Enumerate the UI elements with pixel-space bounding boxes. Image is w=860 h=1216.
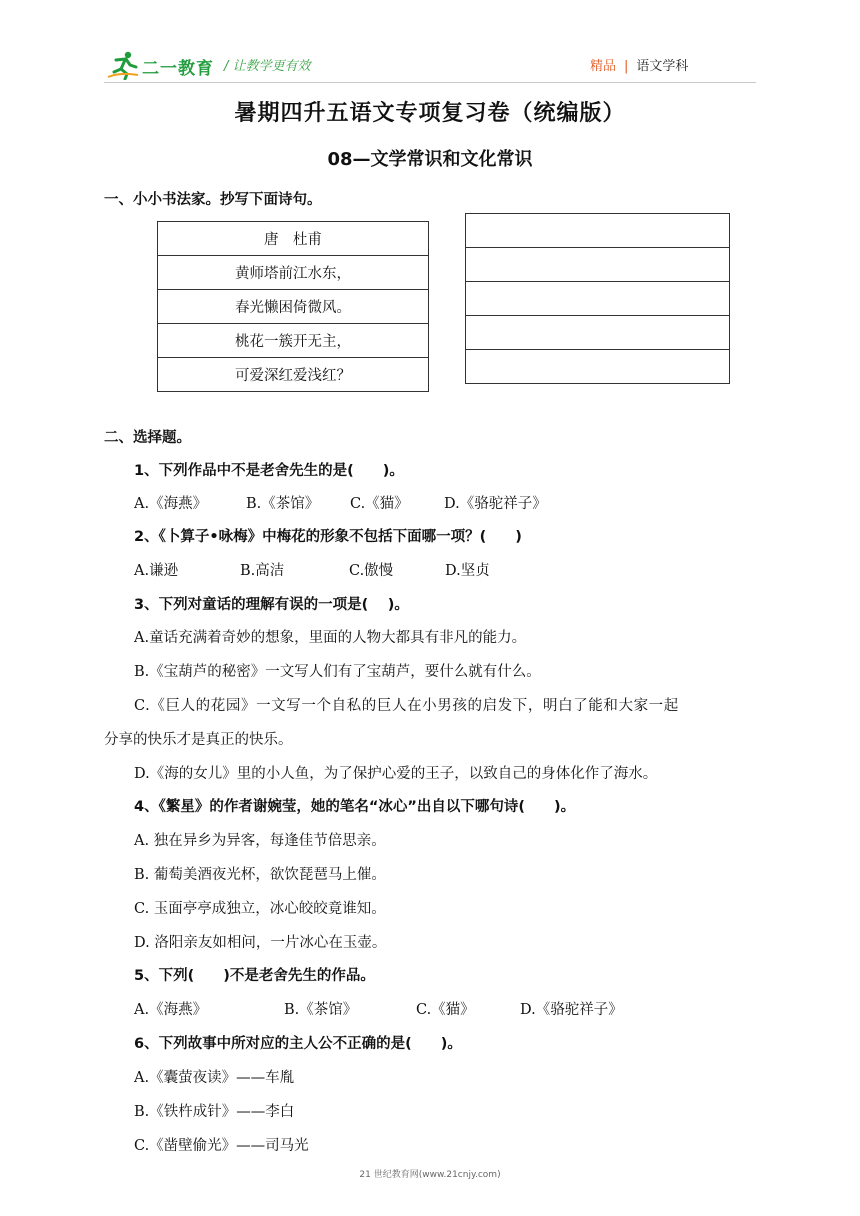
copy-blank-table (465, 213, 730, 384)
poem-line: 可爱深红爱浅红？ (158, 358, 429, 392)
q4-option-c[interactable]: C. 玉面亭亭成独立，冰心皎皎竟谁知。 (134, 901, 386, 917)
q3-option-b[interactable]: B.《宝葫芦的秘密》一文写人们有了宝葫芦，要什么就有什么。 (134, 664, 541, 680)
page-footer: 21 世纪教育网(www.21cnjy.com) (359, 1170, 501, 1180)
brand-logo (106, 50, 216, 80)
logo-text: 二一教育 (142, 59, 214, 79)
q2-option-d[interactable]: D.坚贞 (445, 563, 490, 579)
q4-option-a[interactable]: A. 独在异乡为异客，每逢佳节倍思亲。 (134, 833, 386, 849)
q5-option-a[interactable]: A.《海燕》 (134, 1002, 208, 1018)
page-title: 暑期四升五语文专项复习卷（统编版） (234, 101, 626, 126)
question-4-stem: 4、《繁星》的作者谢婉莹，她的笔名“冰心”出自以下哪句诗( )。 (134, 799, 576, 815)
q4-option-d[interactable]: D. 洛阳亲友如相问，一片冰心在玉壶。 (134, 935, 387, 951)
q1-option-a[interactable]: A.《海燕》 (134, 496, 208, 512)
q2-option-c[interactable]: C.傲慢 (349, 563, 394, 579)
section-2-heading: 二、选择题。 (104, 430, 191, 446)
question-2-stem: 2、《卜算子•咏梅》中梅花的形象不包括下面哪一项？( ) (134, 529, 522, 545)
q5-option-d[interactable]: D.《骆驼祥子》 (520, 1002, 623, 1018)
q3-option-d[interactable]: D.《海的女儿》里的小人鱼，为了保护心爱的王子，以致自己的身体化作了海水。 (134, 766, 658, 782)
q1-option-d[interactable]: D.《骆驼祥子》 (444, 496, 547, 512)
copy-blank-row[interactable] (466, 282, 730, 316)
section-1-heading: 一、小小书法家。抄写下面诗句。 (104, 192, 322, 208)
copy-blank-row[interactable] (466, 350, 730, 384)
q6-option-b[interactable]: B.《铁杵成针》——李白 (134, 1104, 295, 1120)
q5-option-c[interactable]: C.《猫》 (416, 1002, 475, 1018)
page-header (0, 0, 860, 90)
subject-label: 语文学科 (636, 59, 689, 74)
question-3-stem: 3、下列对童话的理解有误的一项是( )。 (134, 597, 409, 613)
q2-option-a[interactable]: A.谦逊 (134, 563, 179, 579)
q6-option-c[interactable]: C.《凿壁偷光》——司马光 (134, 1138, 309, 1154)
copy-blank-row[interactable] (466, 316, 730, 350)
poem-table (157, 221, 429, 392)
q5-option-b[interactable]: B.《茶馆》 (284, 1002, 358, 1018)
poem-line: 唐 杜甫 (158, 222, 429, 256)
q3-option-c-line2[interactable]: 分享的快乐才是真正的快乐。 (104, 732, 293, 748)
header-divider (104, 82, 756, 83)
poem-line: 黄师塔前江水东， (158, 256, 429, 290)
q1-option-b[interactable]: B.《茶馆》 (246, 496, 320, 512)
q3-option-a[interactable]: A.童话充满着奇妙的想象，里面的人物大都具有非凡的能力。 (134, 630, 527, 646)
q3-option-c-line1[interactable]: C.《巨人的花园》一文写一个自私的巨人在小男孩的启发下，明白了能和大家一起 (134, 698, 679, 714)
question-1-stem: 1、下列作品中不是老舍先生的是( )。 (134, 463, 404, 479)
runner-icon (106, 50, 140, 80)
header-separator: | (624, 59, 629, 74)
poem-line: 春光懒困倚微风。 (158, 290, 429, 324)
question-6-stem: 6、下列故事中所对应的主人公不正确的是( )。 (134, 1036, 462, 1052)
q4-option-b[interactable]: B. 葡萄美酒夜光杯，欲饮琵琶马上催。 (134, 867, 386, 883)
poem-line: 桃花一簇开无主， (158, 324, 429, 358)
q6-option-a[interactable]: A.《囊萤夜读》——车胤 (134, 1070, 295, 1086)
question-5-stem: 5、下列( )不是老舍先生的作品。 (134, 968, 375, 984)
page-subtitle: 08—文学常识和文化常识 (327, 149, 533, 170)
header-tag (590, 55, 688, 74)
q1-option-c[interactable]: C.《猫》 (350, 496, 409, 512)
quality-label: 精品 (590, 59, 617, 74)
slogan: / 让教学更有效 (224, 59, 311, 74)
copy-blank-row[interactable] (466, 248, 730, 282)
copy-blank-row[interactable] (466, 214, 730, 248)
q2-option-b[interactable]: B.高洁 (240, 563, 285, 579)
